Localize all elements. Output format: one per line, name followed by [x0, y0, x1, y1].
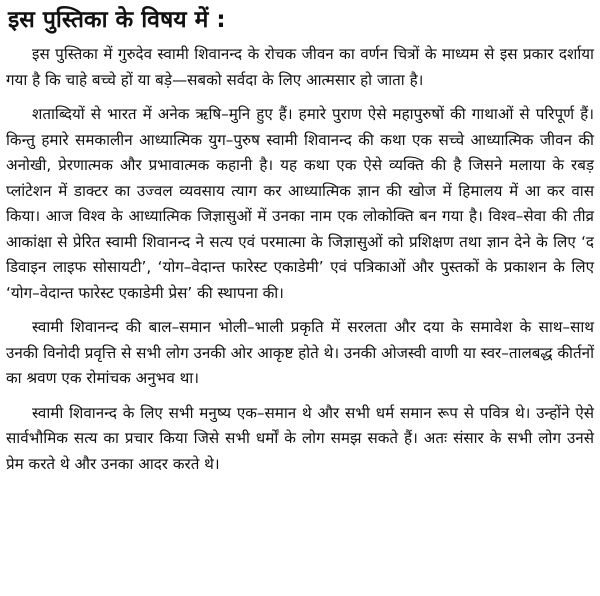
section-heading: इस पुस्तिका के विषय में : — [8, 7, 226, 33]
paragraph-nature: स्वामी शिवानन्द की बाल–समान भोली–भाली प्रकृति में सरलता और दया के समावेश के साथ–साथ उनकी विनोदी प्रवृत्ति से सभी लोग उनकी ओर आकृष्ट होते थे। उनकी ओजस्वी वाणी या स्वर–तालबद्ध कीर्तनों का श्रवण एक रोमांचक अनुभव था। — [6, 318, 594, 387]
paragraph-intro: इस पुस्तिका में गुरुदेव स्वामी शिवानन्द के रोचक जीवन का वर्णन चित्रों के माध्यम से इस प्रकार दर्शाया गया है कि चाहे बच्चे हों या बड़े—सबको सर्वदा के लिए आत्मसार हो जाता है। — [6, 45, 594, 89]
paragraph-history: शताब्दियों से भारत में अनेक ऋषि–मुनि हुए हैं। हमारे पुराण ऐसे महापुरुषों की गाथाओं से परिपूर्ण हैं। किन्तु हमारे समकालीन आध्यात्मिक युग–पुरुष स्वामी शिवानन्द की कथा एक सच्चे आध्यात्मिक जीवन की अनोखी, प्रेरणात्मक और प्रभावात्मक कहानी है। यह कथा एक ऐसे व्यक्ति की है जिसने मलाया के रबड़ प्लांटेशन में डाक्टर का उज्वल व्यवसाय त्याग कर आध्यात्मिक ज्ञान की खोज में हिमालय में आ कर वास किया। आज विश्व के आध्यात्मिक जिज्ञासुओं में उनका नाम एक लोकोक्ति बन गया है। विश्व–सेवा की तीव्र आकांक्षा से प्रेरित स्वामी शिवानन्द ने सत्य एवं परमात्मा के जिज्ञासुओं को प्रशिक्षण तथा ज्ञान देने के लिए ‘द डिवाइन लाइफ सोसायटी’, ‘योग–वेदान्त फारेस्ट एकाडेमी’ एवं पत्रिकाओं और पुस्तकों के प्रकाशन के लिए ‘योग–वेदान्त फारेस्ट एकाडेमी प्रेस’ की स्थापना की। — [6, 105, 594, 302]
paragraph-universal-truth: स्वामी शिवानन्द के लिए सभी मनुष्य एक–समान थे और सभी धर्म समान रूप से पवित्र थे। उन्होंने ऐसे सार्वभौमिक सत्य का प्रचार किया जिसे सभी धर्मों के लोग समझ सकते हैं। अतः संसार के सभी लोग उनसे प्रेम करते थे और उनका आदर करते थे। — [6, 403, 594, 473]
